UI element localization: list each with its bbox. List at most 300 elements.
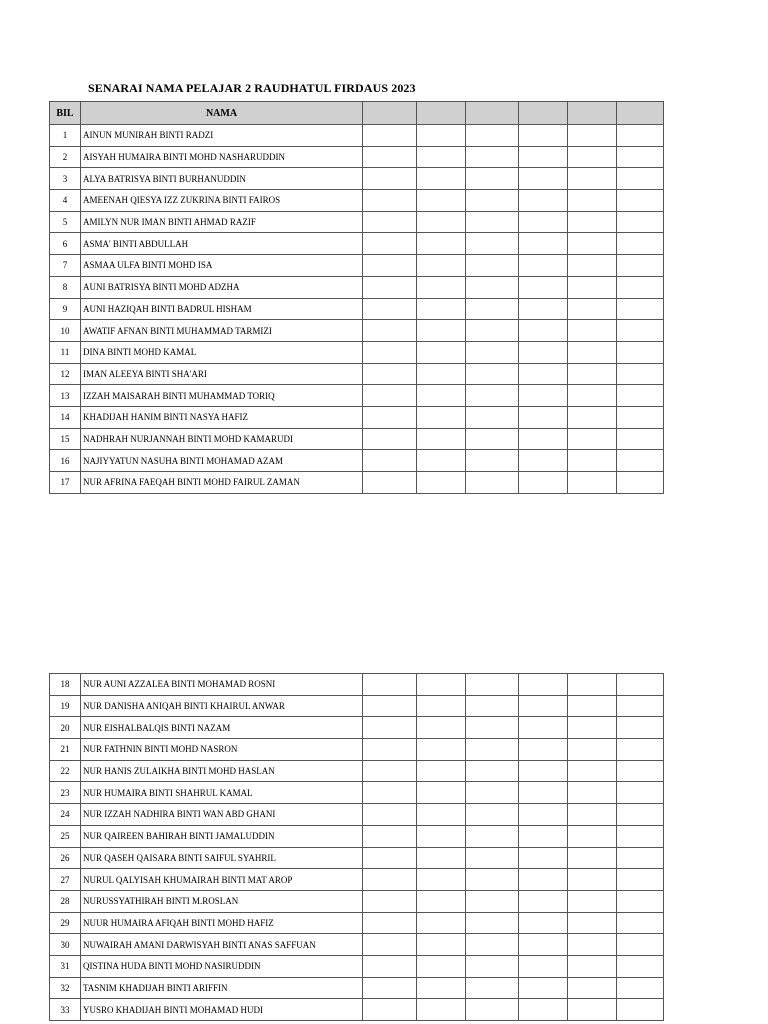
cell-nama: NUR QAIREEN BAHIRAH BINTI JAMALUDDIN bbox=[81, 825, 363, 847]
cell-blank bbox=[466, 428, 519, 450]
cell-blank bbox=[466, 276, 519, 298]
cell-blank bbox=[466, 406, 519, 428]
cell-nama: AMILYN NUR IMAN BINTI AHMAD RAZIF bbox=[81, 211, 363, 233]
cell-blank bbox=[568, 804, 617, 826]
cell-blank bbox=[466, 739, 519, 761]
table-row bbox=[50, 847, 664, 869]
cell-blank bbox=[417, 674, 466, 696]
cell-nama: NUR HANIS ZULAIKHA BINTI MOHD HASLAN bbox=[81, 760, 363, 782]
cell-bil: 15 bbox=[50, 428, 81, 450]
cell-blank bbox=[519, 385, 568, 407]
cell-blank bbox=[519, 276, 568, 298]
header-nama: NAMA bbox=[81, 102, 363, 125]
cell-blank bbox=[617, 406, 664, 428]
cell-nama: NUWAIRAH AMANI DARWISYAH BINTI ANAS SAFFUAN bbox=[81, 934, 363, 956]
cell-blank bbox=[363, 890, 417, 912]
cell-blank bbox=[519, 912, 568, 934]
cell-blank bbox=[417, 146, 466, 168]
cell-blank bbox=[617, 255, 664, 277]
cell-blank bbox=[417, 406, 466, 428]
cell-blank bbox=[617, 977, 664, 999]
cell-blank bbox=[363, 428, 417, 450]
cell-blank bbox=[363, 695, 417, 717]
table-row bbox=[50, 912, 664, 934]
table-row bbox=[50, 717, 664, 739]
cell-blank bbox=[568, 450, 617, 472]
student-table-part1 bbox=[49, 101, 664, 494]
cell-blank bbox=[568, 674, 617, 696]
cell-blank bbox=[519, 255, 568, 277]
cell-nama: NAJIYYATUN NASUHA BINTI MOHAMAD AZAM bbox=[81, 450, 363, 472]
cell-nama: ASMA' BINTI ABDULLAH bbox=[81, 233, 363, 255]
cell-nama: IZZAH MAISARAH BINTI MUHAMMAD TORIQ bbox=[81, 385, 363, 407]
header-blank bbox=[617, 102, 664, 125]
cell-blank bbox=[519, 760, 568, 782]
cell-blank bbox=[363, 211, 417, 233]
cell-blank bbox=[519, 847, 568, 869]
cell-blank bbox=[568, 406, 617, 428]
cell-blank bbox=[617, 869, 664, 891]
student-table-part2 bbox=[49, 673, 664, 1021]
cell-nama: NUR HUMAIRA BINTI SHAHRUL KAMAL bbox=[81, 782, 363, 804]
cell-blank bbox=[417, 760, 466, 782]
cell-bil: 30 bbox=[50, 934, 81, 956]
cell-blank bbox=[519, 341, 568, 363]
cell-blank bbox=[417, 869, 466, 891]
cell-blank bbox=[617, 385, 664, 407]
cell-blank bbox=[363, 298, 417, 320]
header-bil: BIL bbox=[50, 102, 81, 125]
cell-nama: NUR FATHNIN BINTI MOHD NASRON bbox=[81, 739, 363, 761]
cell-blank bbox=[568, 934, 617, 956]
table-row bbox=[50, 255, 664, 277]
table-row bbox=[50, 760, 664, 782]
cell-blank bbox=[466, 168, 519, 190]
cell-blank bbox=[466, 125, 519, 147]
cell-blank bbox=[617, 695, 664, 717]
cell-blank bbox=[466, 782, 519, 804]
cell-blank bbox=[466, 890, 519, 912]
cell-bil: 14 bbox=[50, 406, 81, 428]
cell-blank bbox=[568, 211, 617, 233]
cell-blank bbox=[617, 211, 664, 233]
cell-bil: 31 bbox=[50, 955, 81, 977]
cell-bil: 17 bbox=[50, 472, 81, 494]
cell-blank bbox=[568, 825, 617, 847]
cell-blank bbox=[617, 233, 664, 255]
cell-nama: NUR DANISHA ANIQAH BINTI KHAIRUL ANWAR bbox=[81, 695, 363, 717]
cell-bil: 21 bbox=[50, 739, 81, 761]
cell-blank bbox=[568, 955, 617, 977]
cell-blank bbox=[568, 695, 617, 717]
cell-nama: NUR AUNI AZZALEA BINTI MOHAMAD ROSNI bbox=[81, 674, 363, 696]
cell-blank bbox=[617, 739, 664, 761]
table-row bbox=[50, 146, 664, 168]
cell-blank bbox=[617, 934, 664, 956]
cell-nama: IMAN ALEEYA BINTI SHA'ARI bbox=[81, 363, 363, 385]
cell-blank bbox=[417, 190, 466, 212]
cell-nama: AINUN MUNIRAH BINTI RADZI bbox=[81, 125, 363, 147]
cell-blank bbox=[466, 999, 519, 1021]
cell-blank bbox=[617, 363, 664, 385]
cell-nama: NURUSSYATHIRAH BINTI M.ROSLAN bbox=[81, 890, 363, 912]
cell-blank bbox=[417, 717, 466, 739]
cell-blank bbox=[363, 385, 417, 407]
cell-blank bbox=[363, 869, 417, 891]
cell-blank bbox=[617, 320, 664, 342]
table-row bbox=[50, 168, 664, 190]
cell-blank bbox=[519, 890, 568, 912]
cell-blank bbox=[519, 695, 568, 717]
cell-blank bbox=[466, 233, 519, 255]
cell-blank bbox=[617, 674, 664, 696]
cell-blank bbox=[519, 298, 568, 320]
cell-blank bbox=[568, 782, 617, 804]
table-row bbox=[50, 999, 664, 1021]
cell-blank bbox=[519, 804, 568, 826]
cell-blank bbox=[466, 211, 519, 233]
cell-blank bbox=[519, 125, 568, 147]
cell-blank bbox=[417, 298, 466, 320]
table-row bbox=[50, 320, 664, 342]
cell-blank bbox=[417, 977, 466, 999]
cell-nama: NADHRAH NURJANNAH BINTI MOHD KAMARUDI bbox=[81, 428, 363, 450]
cell-blank bbox=[519, 211, 568, 233]
table-row bbox=[50, 674, 664, 696]
cell-blank bbox=[466, 869, 519, 891]
cell-bil: 26 bbox=[50, 847, 81, 869]
cell-blank bbox=[568, 890, 617, 912]
table-row bbox=[50, 428, 664, 450]
cell-bil: 12 bbox=[50, 363, 81, 385]
cell-blank bbox=[466, 825, 519, 847]
cell-blank bbox=[466, 341, 519, 363]
cell-blank bbox=[466, 760, 519, 782]
cell-blank bbox=[363, 782, 417, 804]
table-row bbox=[50, 955, 664, 977]
table-body-part1 bbox=[50, 125, 664, 494]
cell-bil: 16 bbox=[50, 450, 81, 472]
cell-blank bbox=[417, 233, 466, 255]
cell-blank bbox=[417, 999, 466, 1021]
cell-blank bbox=[363, 341, 417, 363]
cell-blank bbox=[466, 934, 519, 956]
cell-bil: 23 bbox=[50, 782, 81, 804]
cell-blank bbox=[617, 717, 664, 739]
cell-blank bbox=[519, 739, 568, 761]
cell-blank bbox=[568, 233, 617, 255]
header-blank bbox=[519, 102, 568, 125]
table-row bbox=[50, 276, 664, 298]
header-blank bbox=[466, 102, 519, 125]
cell-nama: AMEENAH QIESYA IZZ ZUKRINA BINTI FAIROS bbox=[81, 190, 363, 212]
cell-blank bbox=[417, 782, 466, 804]
cell-blank bbox=[363, 190, 417, 212]
cell-nama: NUR EISHALBALQIS BINTI NAZAM bbox=[81, 717, 363, 739]
cell-nama: DINA BINTI MOHD KAMAL bbox=[81, 341, 363, 363]
cell-blank bbox=[363, 955, 417, 977]
cell-bil: 28 bbox=[50, 890, 81, 912]
cell-blank bbox=[617, 298, 664, 320]
cell-bil: 8 bbox=[50, 276, 81, 298]
cell-blank bbox=[568, 298, 617, 320]
table-row bbox=[50, 739, 664, 761]
cell-blank bbox=[568, 428, 617, 450]
cell-blank bbox=[417, 385, 466, 407]
cell-blank bbox=[363, 847, 417, 869]
cell-blank bbox=[617, 825, 664, 847]
cell-bil: 1 bbox=[50, 125, 81, 147]
cell-bil: 9 bbox=[50, 298, 81, 320]
table-row bbox=[50, 804, 664, 826]
cell-nama: AUNI BATRISYA BINTI MOHD ADZHA bbox=[81, 276, 363, 298]
cell-blank bbox=[417, 695, 466, 717]
cell-blank bbox=[417, 912, 466, 934]
cell-bil: 29 bbox=[50, 912, 81, 934]
cell-blank bbox=[417, 276, 466, 298]
cell-blank bbox=[519, 934, 568, 956]
page-title: SENARAI NAMA PELAJAR 2 RAUDHATUL FIRDAUS 2023 bbox=[88, 81, 416, 95]
cell-blank bbox=[519, 717, 568, 739]
cell-blank bbox=[466, 190, 519, 212]
cell-bil: 3 bbox=[50, 168, 81, 190]
cell-blank bbox=[466, 804, 519, 826]
table-row bbox=[50, 385, 664, 407]
cell-blank bbox=[617, 146, 664, 168]
cell-blank bbox=[363, 739, 417, 761]
cell-bil: 10 bbox=[50, 320, 81, 342]
cell-blank bbox=[568, 472, 617, 494]
cell-blank bbox=[519, 406, 568, 428]
cell-bil: 27 bbox=[50, 869, 81, 891]
table-row bbox=[50, 211, 664, 233]
cell-blank bbox=[363, 406, 417, 428]
cell-bil: 22 bbox=[50, 760, 81, 782]
cell-blank bbox=[466, 146, 519, 168]
cell-blank bbox=[519, 955, 568, 977]
cell-blank bbox=[466, 955, 519, 977]
cell-blank bbox=[617, 760, 664, 782]
table-row bbox=[50, 977, 664, 999]
cell-blank bbox=[568, 190, 617, 212]
cell-blank bbox=[568, 255, 617, 277]
cell-blank bbox=[466, 472, 519, 494]
cell-blank bbox=[519, 363, 568, 385]
cell-blank bbox=[466, 912, 519, 934]
cell-blank bbox=[617, 341, 664, 363]
cell-blank bbox=[363, 233, 417, 255]
cell-blank bbox=[617, 912, 664, 934]
cell-blank bbox=[568, 869, 617, 891]
cell-blank bbox=[519, 190, 568, 212]
cell-blank bbox=[417, 450, 466, 472]
cell-nama: NUR QASEH QAISARA BINTI SAIFUL SYAHRIL bbox=[81, 847, 363, 869]
cell-bil: 20 bbox=[50, 717, 81, 739]
cell-blank bbox=[363, 125, 417, 147]
cell-blank bbox=[568, 999, 617, 1021]
header-blank bbox=[417, 102, 466, 125]
cell-blank bbox=[568, 276, 617, 298]
table-row bbox=[50, 125, 664, 147]
cell-blank bbox=[466, 847, 519, 869]
cell-blank bbox=[417, 890, 466, 912]
cell-blank bbox=[363, 717, 417, 739]
cell-blank bbox=[466, 298, 519, 320]
cell-bil: 24 bbox=[50, 804, 81, 826]
cell-blank bbox=[519, 869, 568, 891]
cell-blank bbox=[617, 168, 664, 190]
cell-blank bbox=[466, 320, 519, 342]
cell-bil: 6 bbox=[50, 233, 81, 255]
cell-blank bbox=[519, 674, 568, 696]
table-row bbox=[50, 890, 664, 912]
cell-blank bbox=[417, 341, 466, 363]
cell-blank bbox=[466, 717, 519, 739]
cell-blank bbox=[466, 385, 519, 407]
cell-blank bbox=[417, 363, 466, 385]
cell-blank bbox=[617, 955, 664, 977]
cell-blank bbox=[617, 782, 664, 804]
cell-blank bbox=[519, 999, 568, 1021]
cell-blank bbox=[617, 847, 664, 869]
cell-blank bbox=[417, 168, 466, 190]
cell-blank bbox=[417, 428, 466, 450]
cell-blank bbox=[617, 999, 664, 1021]
cell-blank bbox=[519, 450, 568, 472]
table-row bbox=[50, 869, 664, 891]
cell-blank bbox=[568, 912, 617, 934]
cell-nama: QISTINA HUDA BINTI MOHD NASIRUDDIN bbox=[81, 955, 363, 977]
cell-blank bbox=[363, 168, 417, 190]
cell-blank bbox=[363, 760, 417, 782]
table-row bbox=[50, 233, 664, 255]
cell-bil: 2 bbox=[50, 146, 81, 168]
cell-blank bbox=[466, 674, 519, 696]
cell-blank bbox=[363, 825, 417, 847]
cell-blank bbox=[568, 739, 617, 761]
cell-blank bbox=[519, 233, 568, 255]
table-row bbox=[50, 450, 664, 472]
cell-blank bbox=[363, 320, 417, 342]
cell-blank bbox=[417, 211, 466, 233]
cell-nama: NUR IZZAH NADHIRA BINTI WAN ABD GHANI bbox=[81, 804, 363, 826]
cell-blank bbox=[363, 363, 417, 385]
cell-bil: 33 bbox=[50, 999, 81, 1021]
cell-blank bbox=[519, 977, 568, 999]
cell-blank bbox=[519, 168, 568, 190]
cell-blank bbox=[617, 125, 664, 147]
cell-blank bbox=[519, 782, 568, 804]
header-blank bbox=[363, 102, 417, 125]
cell-blank bbox=[568, 385, 617, 407]
cell-blank bbox=[417, 825, 466, 847]
table-row bbox=[50, 298, 664, 320]
cell-blank bbox=[466, 695, 519, 717]
cell-blank bbox=[466, 255, 519, 277]
cell-blank bbox=[617, 472, 664, 494]
cell-blank bbox=[363, 450, 417, 472]
cell-bil: 25 bbox=[50, 825, 81, 847]
table-row bbox=[50, 695, 664, 717]
cell-blank bbox=[363, 977, 417, 999]
cell-blank bbox=[568, 168, 617, 190]
cell-nama: ASMAA ULFA BINTI MOHD ISA bbox=[81, 255, 363, 277]
cell-bil: 5 bbox=[50, 211, 81, 233]
cell-blank bbox=[568, 847, 617, 869]
cell-blank bbox=[417, 847, 466, 869]
cell-blank bbox=[519, 472, 568, 494]
cell-blank bbox=[363, 674, 417, 696]
cell-blank bbox=[417, 320, 466, 342]
cell-blank bbox=[617, 428, 664, 450]
cell-blank bbox=[617, 804, 664, 826]
cell-blank bbox=[519, 428, 568, 450]
cell-blank bbox=[417, 472, 466, 494]
cell-blank bbox=[617, 890, 664, 912]
cell-blank bbox=[363, 146, 417, 168]
cell-bil: 32 bbox=[50, 977, 81, 999]
cell-blank bbox=[519, 825, 568, 847]
cell-nama: KHADIJAH HANIM BINTI NASYA HAFIZ bbox=[81, 406, 363, 428]
header-row bbox=[50, 102, 664, 125]
table-row bbox=[50, 406, 664, 428]
cell-bil: 13 bbox=[50, 385, 81, 407]
cell-blank bbox=[417, 255, 466, 277]
cell-bil: 18 bbox=[50, 674, 81, 696]
table-row bbox=[50, 782, 664, 804]
cell-blank bbox=[363, 934, 417, 956]
cell-nama: TASNIM KHADIJAH BINTI ARIFFIN bbox=[81, 977, 363, 999]
cell-nama: YUSRO KHADIJAH BINTI MOHAMAD HUDI bbox=[81, 999, 363, 1021]
table-row bbox=[50, 934, 664, 956]
cell-blank bbox=[568, 363, 617, 385]
cell-blank bbox=[363, 472, 417, 494]
table-row bbox=[50, 825, 664, 847]
cell-blank bbox=[363, 804, 417, 826]
cell-blank bbox=[617, 190, 664, 212]
cell-bil: 11 bbox=[50, 341, 81, 363]
cell-blank bbox=[363, 999, 417, 1021]
cell-blank bbox=[417, 934, 466, 956]
table-row bbox=[50, 341, 664, 363]
cell-nama: AWATIF AFNAN BINTI MUHAMMAD TARMIZI bbox=[81, 320, 363, 342]
cell-blank bbox=[568, 320, 617, 342]
cell-blank bbox=[568, 341, 617, 363]
cell-blank bbox=[568, 125, 617, 147]
cell-blank bbox=[519, 146, 568, 168]
cell-blank bbox=[363, 276, 417, 298]
cell-nama: ALYA BATRISYA BINTI BURHANUDDIN bbox=[81, 168, 363, 190]
cell-blank bbox=[363, 255, 417, 277]
cell-blank bbox=[417, 739, 466, 761]
cell-blank bbox=[363, 912, 417, 934]
cell-nama: NUUR HUMAIRA AFIQAH BINTI MOHD HAFIZ bbox=[81, 912, 363, 934]
header-blank bbox=[568, 102, 617, 125]
cell-blank bbox=[568, 146, 617, 168]
table-row bbox=[50, 472, 664, 494]
cell-blank bbox=[568, 717, 617, 739]
cell-blank bbox=[519, 320, 568, 342]
cell-nama: NUR AFRINA FAEQAH BINTI MOHD FAIRUL ZAMAN bbox=[81, 472, 363, 494]
cell-blank bbox=[417, 125, 466, 147]
cell-blank bbox=[417, 804, 466, 826]
cell-blank bbox=[617, 276, 664, 298]
table-row bbox=[50, 363, 664, 385]
cell-blank bbox=[466, 363, 519, 385]
cell-bil: 19 bbox=[50, 695, 81, 717]
cell-nama: AISYAH HUMAIRA BINTI MOHD NASHARUDDIN bbox=[81, 146, 363, 168]
cell-nama: AUNI HAZIQAH BINTI BADRUL HISHAM bbox=[81, 298, 363, 320]
